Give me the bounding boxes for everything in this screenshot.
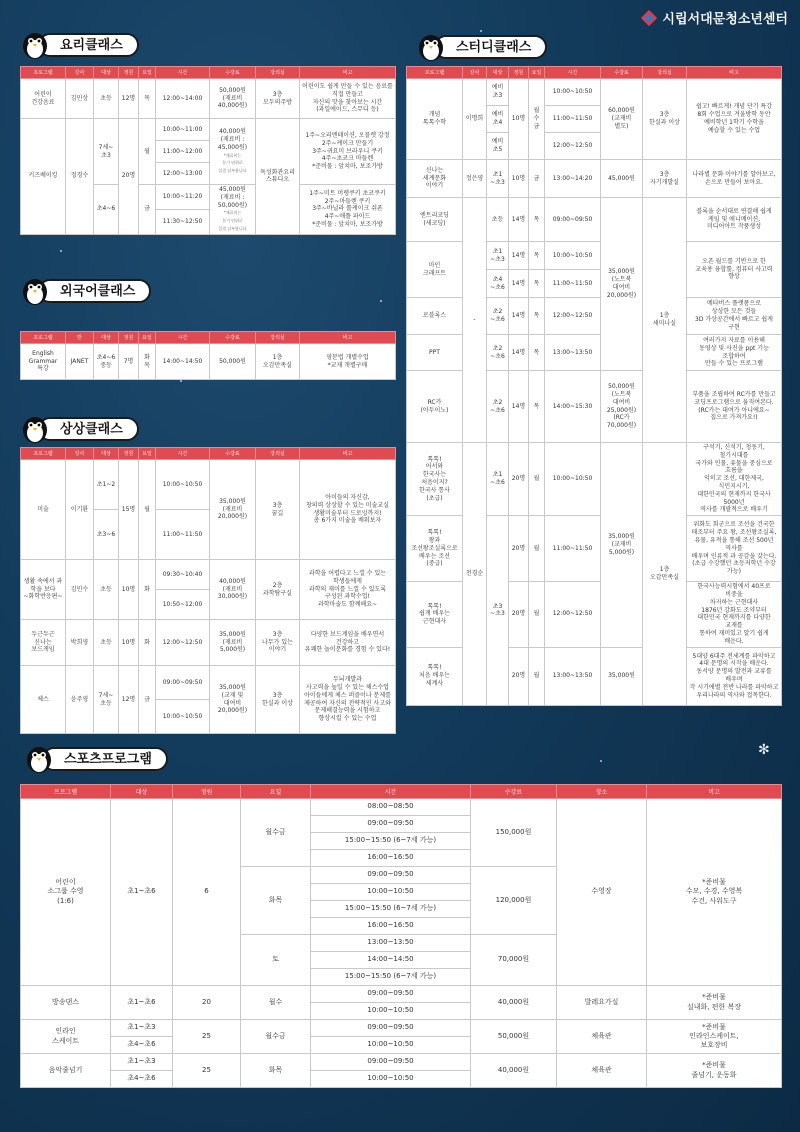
table-cell: 10:00~10:50 — [311, 1003, 471, 1020]
table-cell: 50,000원 (재료비 40,000원) — [210, 79, 256, 119]
column-header: 시간 — [156, 67, 210, 79]
table-cell: 13:00~13:50 — [545, 647, 601, 705]
section-title-cooking: 요리클래스 — [20, 30, 139, 60]
table-cell: 위화도 회군으로 조선을 건국한 태조부터 주요 왕, 조선왕조실록, 유물, 유적을 통해 조선 500년 역사를 배우며 인류적 과 공감을 갖는다. (초급 수강했던 초등저학년 수강 가능) — [687, 516, 782, 582]
table-cell: 50,000원 — [471, 1020, 557, 1054]
table-cell: 윤주영 — [66, 666, 94, 734]
table-row — [407, 79, 782, 106]
table-cell: 3층 자기개발실 — [643, 160, 687, 198]
table-cell: 이명희 — [463, 79, 487, 160]
table-cell: 나라별 문화 이야기를 알아보고, 손으로 만들어 보아요. — [687, 160, 782, 198]
column-header: 정원 — [119, 67, 139, 79]
table-cell: 35,000원 (노트북 대여비 20,000원) — [601, 198, 643, 371]
table-cell: 화 — [139, 620, 156, 666]
column-header: 대상 — [487, 67, 509, 79]
table-cell: 15명 — [119, 460, 139, 560]
table-cell: 월 — [529, 516, 545, 582]
table-cell: 어린이 건강음료 — [21, 79, 66, 119]
table-cell: 10:00~11:20 — [156, 185, 210, 210]
cooking-table — [20, 66, 396, 235]
table-cell: 박희영 — [66, 620, 94, 666]
table-cell: 발레요가실 — [557, 986, 647, 1020]
table-cell: 10:00~10:50 — [156, 700, 210, 734]
table-cell: 쉽고! 빠르게! 개념 단기 특강 8회 수업으로 겨울방학 동안 예비학년 1학기 수학을 예습할 수 있는 수업 — [687, 79, 782, 160]
table-cell: 월 — [139, 460, 156, 560]
table-cell: 3층 한실과 이상 — [643, 79, 687, 160]
column-header: 대상 — [94, 332, 119, 344]
table-cell: 금 — [139, 666, 156, 734]
column-header: 강의실 — [256, 67, 300, 79]
table-cell: 이기환 — [66, 460, 94, 560]
table-cell: 엔트리코딩 (새코딩) — [407, 198, 463, 242]
column-header: 프로그램 — [407, 67, 463, 79]
table-cell: 11:00~11:50 — [545, 106, 601, 133]
column-header: 정원 — [119, 332, 139, 344]
table-cell: 개념 톡톡수학 — [407, 79, 463, 160]
table-cell: 10:00~11:00 — [156, 119, 210, 141]
logo — [640, 8, 788, 27]
column-header: 시간 — [311, 785, 471, 799]
table-cell: 목 — [529, 270, 545, 298]
table-cell: 14명 — [509, 270, 529, 298]
table-cell: 초1~2 — [94, 460, 119, 510]
column-header: 비고 — [687, 67, 782, 79]
table-cell: 20명 — [119, 119, 139, 235]
table-cell: 3층 모두의주방 — [256, 79, 300, 119]
column-header: 수강료 — [601, 67, 643, 79]
table-cell: 다양한 보드게임을 배우면서 건강하고 유쾌한 놀이문화를 경험 수 있다! — [300, 620, 396, 666]
table-cell: 09:00~09:50 — [311, 1020, 471, 1037]
table-cell: 14:00~14:50 — [311, 952, 471, 969]
table-cell: 40,000원 — [471, 986, 557, 1020]
imagination-table — [20, 447, 396, 734]
table-cell: 초1 ~초3 — [487, 160, 509, 198]
table-header-row — [21, 448, 396, 460]
table-cell: 월수금 — [241, 799, 311, 867]
table-cell: 월 — [529, 647, 545, 705]
table-row — [21, 666, 396, 700]
table-cell: 구석기, 신석기, 청동기, 철기시대를 국가와 인물, 유물을 중심으로 흐름을 익히고 조선, 대한제국, 식민지시기, 대한민국의 현재까지 한국사 5000년 역사를 개괄적으로 배우기 — [687, 443, 782, 516]
table-cell: 11:00~11:50 — [545, 516, 601, 582]
table-cell: 15:00~15:50 (6~7세 가능) — [311, 901, 471, 918]
table-cell: 25 — [173, 1054, 241, 1088]
table-cell: 40,000원 (재료비 30,000원) — [210, 560, 256, 620]
table-cell: 35,000원 (재료비 5,000원) — [210, 620, 256, 666]
column-header: 강사 — [463, 67, 487, 79]
table-cell: 5대양 6대주 전세계를 파악하고 4대 문명의 시작을 배운다. 동서양 문명의 발전과 교류를 배우며 각 시기에별 전반 나라를 파악하고 우리나라의 역사와 접목한다. — [687, 647, 782, 705]
table-cell: 김민상 — [66, 79, 94, 119]
logo-text: 시립서대문청소년센터 — [662, 12, 788, 27]
table-cell: 신나는 세계문화 이야기 — [407, 160, 463, 198]
table-cell: 1주~오리엔테이션, 오믈렛 강정 2주~케이크 만들기 3주~귀요미 브라우니 쿠키 4주~초코크 마들렌 *준비물 : 앞치마, 보조가방 — [300, 119, 396, 185]
table-row — [21, 1054, 782, 1071]
table-cell: 체스 — [21, 666, 66, 734]
table-cell: 미술 — [21, 460, 66, 560]
table-row — [407, 443, 782, 516]
table-cell: 40,000원 (재료비 : 45,000원) *재료비는 분기 단위로 일괄 납부합니다 — [210, 119, 256, 185]
table-cell: 10:50~12:00 — [156, 590, 210, 620]
table-cell: 70,000원 — [471, 935, 557, 986]
table-row — [407, 160, 782, 198]
table-cell: 50,000원 — [210, 344, 256, 380]
table-cell: 톡톡! 쉽게 배우는 근현대사 — [407, 582, 463, 647]
table-cell: 16:00~16:50 — [311, 918, 471, 935]
table-cell: 35,000원 — [601, 647, 643, 705]
column-header: 프로그램 — [21, 332, 66, 344]
table-cell: 화 목 — [139, 344, 156, 380]
table-cell: 부품을 조립하여 RC카를 만들고 코딩프로그램으로 움직여본다. (RC카는 대여가 아니에요~ 집으로 가져가요!) — [687, 371, 782, 443]
table-cell: 화목 — [241, 867, 311, 935]
table-cell: 초2 ~초6 — [487, 371, 509, 443]
table-cell: 김민수 — [66, 560, 94, 620]
table-cell: 13:00~13:50 — [545, 335, 601, 371]
table-cell: 25 — [173, 1020, 241, 1054]
table-row — [21, 79, 396, 119]
column-header: 프로그램 — [21, 448, 66, 460]
table-cell: 50,000원 (노트북 대여비 25,000원) (RC카 70,000원) — [601, 371, 643, 443]
table-cell: 두뇌개발과 사고력을 높일 수 있는 체스수업 아이들에게 체스 퍼즐이나 문제를 제공하여 자신의 전략적인 사고와 문제해결능력을 시험하고 향상시킬 수 있는 수업 — [300, 666, 396, 734]
table-cell: 금 — [529, 160, 545, 198]
table-cell: 초1 ~초6 — [487, 443, 509, 516]
table-cell: 1층 오감만족실 — [643, 443, 687, 706]
table-cell: 12:00~13:00 — [156, 163, 210, 185]
table-cell: 키즈베이킹 — [21, 119, 66, 235]
table-cell: 60,000원 (교재비 별도) — [601, 79, 643, 160]
table-cell: 09:00~09:50 — [311, 1054, 471, 1071]
table-cell: 09:00~09:50 — [311, 816, 471, 833]
table-cell: 독성화관요리 스튜디오 — [256, 119, 300, 235]
table-cell: 영문법 개별수업 *교재 개별구매 — [300, 344, 396, 380]
table-cell: 14명 — [509, 371, 529, 443]
table-cell: 음악줄넘기 — [21, 1054, 111, 1088]
table-cell: 화 — [139, 560, 156, 620]
table-cell: 톡톡! 어서와 한국사는 처음이지? 한국사 통사 (초급) — [407, 443, 463, 516]
table-cell: 초1~초6 — [111, 799, 173, 986]
section-title-foreign: 외국어클래스 — [20, 276, 151, 306]
table-cell: 13:00~13:50 — [311, 935, 471, 952]
table-cell: 목 — [529, 242, 545, 270]
table-cell: 체육관 — [557, 1020, 647, 1054]
table-cell: 3층 꿈길 — [256, 460, 300, 560]
table-cell: 11:00~11:50 — [156, 510, 210, 560]
column-header: 수강료 — [210, 67, 256, 79]
penguin-icon — [416, 32, 446, 62]
penguin-icon — [20, 30, 50, 60]
table-cell: 14명 — [509, 335, 529, 371]
table-cell: 로블록스 — [407, 298, 463, 335]
table-cell: 35,000원 (교재비 5,000원) — [601, 443, 643, 648]
table-cell: 15:00~15:50 (6~7세 가능) — [311, 969, 471, 986]
table-cell: 120,000원 — [471, 867, 557, 935]
table-cell: 톡톡! 왕과 조선왕조실록으로 배우는 조선 (중급) — [407, 516, 463, 582]
table-cell: 여러가지 자료를 이용해 동영상 및 사진을 ppt 기능 조합하여 만들 수 있는 프로그램 — [687, 335, 782, 371]
table-cell: 12명 — [119, 666, 139, 734]
table-cell: 한국사능력시험에서 40프로 비중을 차지하는 근현대사 1876년 강화도 조약부터 대한민국 현재까지를 다양한 교재를 통하여 재미있고 알기 쉽게 배운다. — [687, 582, 782, 647]
column-header: 강의실 — [643, 67, 687, 79]
study-table — [406, 66, 782, 706]
table-cell: 10명 — [119, 620, 139, 666]
table-cell: 초4~6 — [94, 185, 119, 235]
table-cell: 45,000원 — [601, 160, 643, 198]
column-header: 강의실 — [256, 448, 300, 460]
table-cell: 20명 — [509, 582, 529, 647]
table-cell: 45,000원 (재료비 : 50,000원) *재료비는 분기 단위로 일괄 납부합니다 — [210, 185, 256, 235]
table-header-row — [21, 67, 396, 79]
table-cell: 체육관 — [557, 1054, 647, 1088]
column-header: 요일 — [139, 448, 156, 460]
column-header: 장소 — [557, 785, 647, 799]
table-cell: 초4~초6 — [111, 1071, 173, 1088]
table-cell: 14명 — [509, 298, 529, 335]
table-cell: 어린이 소그룹 수영 (1:6) — [21, 799, 111, 986]
logo-icon — [640, 9, 658, 27]
penguin-icon — [20, 276, 50, 306]
table-cell: 정경수 — [66, 119, 94, 235]
table-cell: *준비물 인라인스케이트, 보호장비 — [647, 1020, 782, 1054]
table-row — [407, 198, 782, 242]
table-cell: 블록을 순서대로 연결해 쉽게 게임 및 애니메이션, 미디어아트 작품생성 — [687, 198, 782, 242]
table-row — [21, 460, 396, 510]
column-header: 프로그램 — [21, 67, 66, 79]
table-cell: 1주~미트 머랭쿠키 초코쿠키 2주~마들렌 쿠키 3주~바닐라 롤케이크 쉬폰 4주~애플 파이드 *준비물 : 앞치마, 보조가방 — [300, 185, 396, 235]
table-cell: 12명 — [119, 79, 139, 119]
table-cell: 초4~초6 — [111, 1037, 173, 1054]
table-cell: 수영장 — [557, 799, 647, 986]
table-cell: RC카 (아두이노) — [407, 371, 463, 443]
table-cell: 10:00~10:50 — [311, 1071, 471, 1088]
table-cell: 월수 — [241, 986, 311, 1020]
column-header: 요일 — [529, 67, 545, 79]
column-header: 대상 — [111, 785, 173, 799]
table-cell: PPT — [407, 335, 463, 371]
penguin-icon — [24, 744, 54, 774]
section-title-study: 스터디클래스 — [416, 32, 547, 62]
column-header: 강사 — [66, 448, 94, 460]
column-header: 비고 — [647, 785, 782, 799]
table-cell: 7명 — [119, 344, 139, 380]
table-header-row — [407, 67, 782, 79]
table-cell: 20명 — [509, 443, 529, 516]
column-header: 강사 — [66, 67, 94, 79]
table-cell: 09:00~09:50 — [311, 986, 471, 1003]
table-cell: 3층 한실과 이상 — [256, 666, 300, 734]
table-cell: 09:00~09:50 — [156, 666, 210, 700]
table-row — [21, 119, 396, 141]
table-cell: 예비 초4 — [487, 106, 509, 133]
table-cell: 35,000원 (재료비 20,000원) — [210, 460, 256, 560]
table-cell: 10:00~10:50 — [545, 443, 601, 516]
table-cell: 14:00~15:30 — [545, 371, 601, 443]
table-cell: 목 — [529, 198, 545, 242]
table-cell: 1층 오감만족실 — [256, 344, 300, 380]
column-header: 시간 — [156, 332, 210, 344]
table-cell: 7세~ 초3 — [94, 119, 119, 185]
table-cell: 12:00~14:00 — [156, 79, 210, 119]
table-cell: 7세~ 초등 — [94, 666, 119, 734]
table-cell: 09:30~10:40 — [156, 560, 210, 590]
table-row — [21, 799, 782, 816]
table-cell: 09:00~09:50 — [545, 198, 601, 242]
column-header: 시간 — [156, 448, 210, 460]
table-cell: 초3~6 — [94, 510, 119, 560]
table-cell: 월 — [529, 443, 545, 516]
column-header: 요일 — [139, 332, 156, 344]
column-header: 정원 — [173, 785, 241, 799]
table-cell: 2층 과학탐구실 — [256, 560, 300, 620]
table-cell: 두근두근 신나는 보드게임 — [21, 620, 66, 666]
table-cell: 초1~초3 — [111, 1020, 173, 1037]
snowflake-icon: ✻ — [758, 742, 770, 758]
table-cell: 10:00~10:50 — [545, 79, 601, 106]
table-cell: 오픈 월드를 기반으로 한 교육용 융합툴, 컴퓨터 사고력 향상 — [687, 242, 782, 298]
table-cell: 월 — [139, 119, 156, 185]
table-cell: 초등 — [94, 79, 119, 119]
section-title-imagination: 상상클래스 — [20, 414, 139, 444]
table-cell: 초2 ~초6 — [487, 335, 509, 371]
table-cell: 화목 — [241, 1054, 311, 1088]
sports-table — [20, 784, 782, 1088]
table-cell: 12:00~12:50 — [545, 133, 601, 160]
table-cell: 초4 ~초6 — [487, 270, 509, 298]
table-header-row — [21, 785, 782, 799]
table-cell: 11:00~11:50 — [545, 270, 601, 298]
table-cell: *준비물 실내화, 편한 복장 — [647, 986, 782, 1020]
table-cell: 15:00~15:50 (6~7세 가능) — [311, 833, 471, 850]
table-cell: 150,000원 — [471, 799, 557, 867]
section-title-sports: 스포츠프로그램 — [24, 744, 168, 774]
table-cell: 10:00~10:50 — [311, 1037, 471, 1054]
table-cell: 20명 — [509, 516, 529, 582]
table-cell: 월 수 금 — [529, 79, 545, 160]
table-cell: 6 — [173, 799, 241, 986]
table-cell: 초등 — [94, 560, 119, 620]
table-row — [21, 344, 396, 380]
table-cell: 톡톡! 처음 배우는 세계사 — [407, 647, 463, 705]
table-cell: 14:00~14:50 — [156, 344, 210, 380]
table-cell: 과학을 어렵다고 느낄 수 있는 학생들에게 과학의 재미를 느낄 수 있도록 구성된 과학수업! 과학마술도 함께해요~ — [300, 560, 396, 620]
table-cell: 11:30~12:50 — [156, 209, 210, 234]
foreign-table — [20, 331, 396, 380]
table-cell: 12:00~12:50 — [545, 298, 601, 335]
table-cell: 1층 세미나실 — [643, 198, 687, 443]
column-header: 정원 — [119, 448, 139, 460]
table-cell: 20 — [173, 986, 241, 1020]
column-header: 비고 — [300, 332, 396, 344]
table-cell: 12:00~12:50 — [156, 620, 210, 666]
column-header: 수강료 — [210, 332, 256, 344]
table-cell: *준비물 줄넘기, 운동화 — [647, 1054, 782, 1088]
table-cell: 초3 ~초3 — [487, 516, 509, 705]
column-header: 대상 — [94, 67, 119, 79]
table-cell: 천경순 — [463, 443, 487, 706]
table-cell: 메타버스 플랫폼으로 상상한 모든 것들 3D 가상공간에서 빠르고 쉽게 구현 — [687, 298, 782, 335]
table-cell: - — [463, 198, 487, 443]
table-row — [21, 986, 782, 1003]
table-cell: 마인 크래프트 — [407, 242, 463, 298]
column-header: 반 — [66, 332, 94, 344]
table-cell: 40,000원 — [471, 1054, 557, 1088]
table-cell: *준비물 수모, 수경, 수영복 수건, 사워도구 — [647, 799, 782, 986]
column-header: 대상 — [94, 448, 119, 460]
table-cell: 목 — [139, 79, 156, 119]
table-cell: 35,000원 (교재 및 대여비 20,000원) — [210, 666, 256, 734]
table-cell: 금 — [139, 185, 156, 235]
table-cell: 초1~초3 — [111, 1054, 173, 1071]
table-cell: 인라인 스케이트 — [21, 1020, 111, 1054]
table-cell: 10명 — [509, 79, 529, 160]
column-header: 비고 — [300, 448, 396, 460]
table-cell: 예비 초3 — [487, 79, 509, 106]
column-header: 정원 — [509, 67, 529, 79]
table-cell: 14명 — [509, 198, 529, 242]
table-cell: 초4~6 중등 — [94, 344, 119, 380]
table-cell: 초1 ~초3 — [487, 242, 509, 270]
table-cell: 09:00~09:50 — [311, 867, 471, 884]
table-cell: 초1~초6 — [111, 986, 173, 1020]
table-header-row — [21, 332, 396, 344]
table-cell: 목 — [529, 298, 545, 335]
table-cell: 어린이도 쉽게 만들 수 있는 음료를 직접 만들고 자신의 맛을 찾아보는 시간 (과일에이드, 스무디 등) — [300, 79, 396, 119]
table-cell: 10명 — [509, 160, 529, 198]
column-header: 요일 — [139, 67, 156, 79]
table-cell: JANET — [66, 344, 94, 380]
table-cell: 3층 나무가 있는 이야기 — [256, 620, 300, 666]
column-header: 프로그램 — [21, 785, 111, 799]
table-cell: English Grammar 특강 — [21, 344, 66, 380]
table-cell: 초등 — [94, 620, 119, 666]
table-cell: 14명 — [509, 242, 529, 270]
table-cell: 토 — [241, 935, 311, 986]
table-cell: 월수금 — [241, 1020, 311, 1054]
table-row — [21, 620, 396, 666]
table-cell: 11:00~12:00 — [156, 141, 210, 163]
table-row — [21, 1020, 782, 1037]
table-cell: 10:00~10:50 — [156, 460, 210, 510]
table-cell: 12:00~12:50 — [545, 582, 601, 647]
table-cell: 10명 — [119, 560, 139, 620]
table-cell: 13:00~14:20 — [545, 160, 601, 198]
table-cell: 10:00~10:50 — [311, 884, 471, 901]
column-header: 시간 — [545, 67, 601, 79]
table-cell: 생활 속에서 과 학을 보다 ~화학반응편~ — [21, 560, 66, 620]
table-cell: 예비 초5 — [487, 133, 509, 160]
column-header: 요일 — [241, 785, 311, 799]
table-cell: 08:00~08:50 — [311, 799, 471, 816]
table-cell: 초등 — [487, 198, 509, 242]
table-row — [21, 560, 396, 590]
table-cell: 목 — [529, 335, 545, 371]
penguin-icon — [20, 414, 50, 444]
column-header: 수강료 — [210, 448, 256, 460]
table-cell: 20명 — [509, 647, 529, 705]
table-cell: 아이들의 자신감, 창의력 상상할 수 있는 미술교실 생활미술부터 드로잉까지! 총 6가지 미술을 배워보자 — [300, 460, 396, 560]
table-cell: 방송댄스 — [21, 986, 111, 1020]
table-cell: 목 — [529, 371, 545, 443]
table-cell: 10:00~10:50 — [545, 242, 601, 270]
table-cell: 16:00~16:50 — [311, 850, 471, 867]
table-cell: 정은영 — [463, 160, 487, 198]
column-header: 비고 — [300, 67, 396, 79]
table-cell: 초2 ~초6 — [487, 298, 509, 335]
column-header: 강의실 — [256, 332, 300, 344]
table-cell: 월 — [529, 582, 545, 647]
column-header: 수강료 — [471, 785, 557, 799]
